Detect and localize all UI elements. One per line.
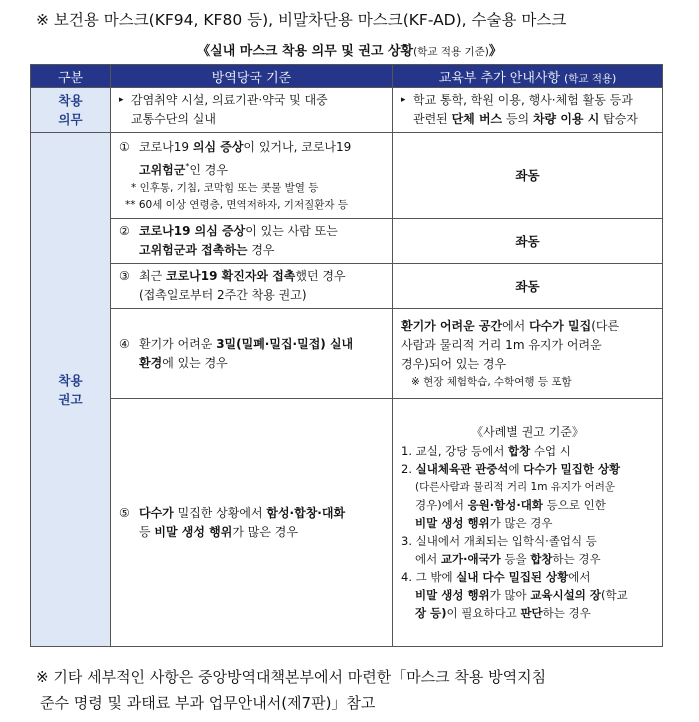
- triangle-bullet-icon: ▸: [119, 95, 124, 105]
- recommend-5-authority: [111, 399, 393, 647]
- header-edu: [393, 65, 663, 88]
- text-line: (다른사람과 물리적 거리 1m 유지가 어려운: [415, 481, 615, 493]
- table-row-recommend-3: [31, 264, 663, 309]
- footer-note-line1: ※ 기타 세부적인 사항은 중앙방역대책본부에서 마련한「마스크 착용 방역지침: [36, 668, 547, 686]
- text-span: 고위험군: [139, 162, 186, 177]
- text-span: 응원·함성·대화: [467, 498, 543, 512]
- recommend-1-edu: 좌동: [393, 133, 663, 219]
- page-title: [0, 40, 699, 59]
- gubun-recommend: [31, 133, 111, 647]
- text-span: 에: [508, 462, 524, 476]
- recommend-2-edu: 좌동: [393, 219, 663, 264]
- mandatory-authority-line2: 교통수단의 실내: [131, 112, 216, 126]
- text-span: 차량 이용 시: [532, 112, 600, 126]
- text-span: 다수가 밀집: [529, 318, 592, 333]
- mandatory-edu: [393, 88, 663, 133]
- text-span: 밀집한 상황에서: [173, 505, 267, 520]
- text-span: 판단: [520, 606, 543, 620]
- recommend-4-authority: [111, 309, 393, 399]
- case-item-4: [401, 568, 654, 586]
- text-span: 합창: [508, 444, 531, 458]
- recommend-1-authority: [111, 133, 393, 219]
- text-span: 코로나19 확진자와 접촉: [166, 269, 296, 283]
- text-span: 이 필요하다고: [446, 606, 521, 620]
- item-number: ②: [119, 224, 130, 238]
- text-span: 코로나19: [139, 139, 193, 154]
- table-header-row: [31, 65, 663, 88]
- text-span: 실내체육관 관중석: [415, 462, 509, 476]
- mandatory-edu-line1: 학교 통학, 학원 이용, 행사·체험 활동 등과: [413, 93, 633, 107]
- title-end: 》: [488, 44, 502, 59]
- text-line: (접촉일로부터 2주간 착용 권고): [139, 288, 307, 302]
- edu-note: ※ 현장 체험학습, 수학여행 등 포함: [411, 375, 572, 388]
- table-row-recommend-4: [31, 309, 663, 399]
- text-span: 의심 증상: [192, 139, 244, 154]
- header-note: ※ 보건용 마스크(KF94, KF80 등), 비말차단용 마스크(KF-AD), 수술용 마스크: [36, 11, 567, 29]
- text-span: 하는 경우: [552, 552, 601, 566]
- text-span: 이 있거나, 코로나19: [243, 139, 352, 154]
- footnote-mark: *: [185, 161, 190, 171]
- recommend-3-edu: 좌동: [393, 264, 663, 309]
- header-gubun: 구분: [31, 65, 111, 88]
- mask-guideline-table: [30, 64, 663, 647]
- title-main: 《실내 마스크 착용 의무 및 권고 상황: [197, 44, 414, 59]
- recommend-5-edu: [393, 399, 663, 647]
- footnote-2: ** 60세 이상 연령층, 면역저하자, 기저질환자 등: [125, 198, 348, 211]
- item-number: ③: [119, 269, 130, 283]
- header-authority: 방역당국 기준: [111, 65, 393, 88]
- footer-note-line2: 준수 명령 및 과태료 부과 업무안내서(제7판)」참고: [40, 694, 376, 712]
- gubun-mandatory-line1: 착용: [58, 93, 83, 108]
- text-span: 관련된: [413, 112, 452, 126]
- text-span: 비말 생성 행위: [415, 516, 490, 530]
- text-span: 단체 버스: [451, 112, 503, 126]
- mandatory-edu-line2: [401, 110, 654, 129]
- text-span: 인 경우: [189, 162, 228, 177]
- text-span: 이 있는 사람 또는: [245, 224, 338, 238]
- text-line: 경우)되어 있는 경우: [401, 356, 507, 371]
- text-span: 등을: [500, 552, 531, 566]
- text-span: 고위험군과 접촉하는: [139, 243, 248, 257]
- text-span: 비말 생성 행위: [154, 524, 233, 539]
- case-item-1: [401, 442, 654, 460]
- text-span: 1. 교실, 강당 등에서: [401, 444, 509, 458]
- text-span: 에서: [568, 570, 591, 584]
- text-span: 했던 경우: [295, 269, 346, 283]
- gubun-recommend-line2: 권고: [58, 391, 83, 407]
- mandatory-authority-line1: 감염취약 시설, 의료기관·약국 및 대중: [131, 93, 328, 107]
- recommend-4-edu: [393, 309, 663, 399]
- header-edu-label: 교육부 추가 안내사항: [438, 70, 561, 86]
- text-span: 수업 시: [530, 444, 571, 458]
- text-span: 경우)에서: [415, 498, 468, 512]
- text-span: 하는 경우: [542, 606, 591, 620]
- text-span: 최근: [139, 269, 166, 283]
- header-edu-sub: (학교 적용): [564, 72, 617, 85]
- text-span: 에서: [415, 552, 441, 566]
- text-span: 3밀(밀폐·밀집·밀접) 실내: [216, 336, 354, 351]
- text-span: 함성·합창·대화: [266, 505, 346, 520]
- title-sub: (학교 적용 기준): [413, 46, 489, 58]
- triangle-bullet-icon: ▸: [401, 95, 406, 105]
- text-span: 가 많아: [489, 588, 531, 602]
- text-span: 코로나19 의심 증상: [139, 224, 246, 238]
- item-number: ①: [119, 139, 130, 154]
- text-span: 교가·애국가: [440, 552, 501, 566]
- text-span: 다수가: [139, 505, 174, 520]
- table-row-recommend-5: [31, 399, 663, 647]
- text-span: 실내 다수 밀집된 상황: [456, 570, 569, 584]
- item-number: ④: [119, 336, 130, 351]
- text-span: 탑승자: [599, 112, 638, 126]
- case-title: 《사례별 권고 기준》: [471, 425, 584, 439]
- text-span: 환기가 어려운: [139, 336, 217, 351]
- case-item-2: [401, 460, 654, 478]
- text-span: 4. 그 밖에: [401, 570, 457, 584]
- text-span: 환기가 어려운 공간: [401, 318, 503, 333]
- text-span: 에서: [502, 318, 530, 333]
- text-span: 장 등): [415, 606, 447, 620]
- gubun-mandatory: [31, 88, 111, 133]
- text-span: 에 있는 경우: [162, 355, 228, 370]
- text-span: 등: [139, 524, 155, 539]
- item-number: ⑤: [119, 505, 130, 520]
- text-span: 다수가 밀집한 상황: [523, 462, 621, 476]
- table-row-recommend-1: [31, 133, 663, 219]
- text-span: 교육시설의 장: [530, 588, 601, 602]
- gubun-recommend-line1: 착용: [58, 372, 83, 388]
- recommend-3-authority: [111, 264, 393, 309]
- text-span: 2.: [401, 462, 416, 476]
- text-span: 환경: [139, 355, 163, 370]
- text-span: 경우: [247, 243, 275, 257]
- text-span: 등으로 인한: [542, 498, 606, 512]
- recommend-2-authority: [111, 219, 393, 264]
- text-span: 비말 생성 행위: [415, 588, 490, 602]
- text-span: (학교: [600, 588, 628, 602]
- case-item-3: 3. 실내에서 개최되는 입학식·졸업식 등: [401, 534, 597, 548]
- mandatory-authority: [111, 88, 393, 133]
- text-span: 등의: [502, 112, 533, 126]
- text-span: 가 많은 경우: [232, 524, 298, 539]
- footer-note: [36, 664, 546, 716]
- text-span: 가 많은 경우: [489, 516, 553, 530]
- table-row-mandatory: [31, 88, 663, 133]
- text-span: 합창: [530, 552, 553, 566]
- table-row-recommend-2: [31, 219, 663, 264]
- text-line: 사람과 물리적 거리 1m 유지가 어려운: [401, 337, 602, 352]
- footnote-1: * 인후통, 기침, 코막힘 또는 콧물 발열 등: [131, 181, 319, 194]
- text-span: (다른: [591, 318, 620, 333]
- gubun-mandatory-line2: 의무: [58, 112, 83, 127]
